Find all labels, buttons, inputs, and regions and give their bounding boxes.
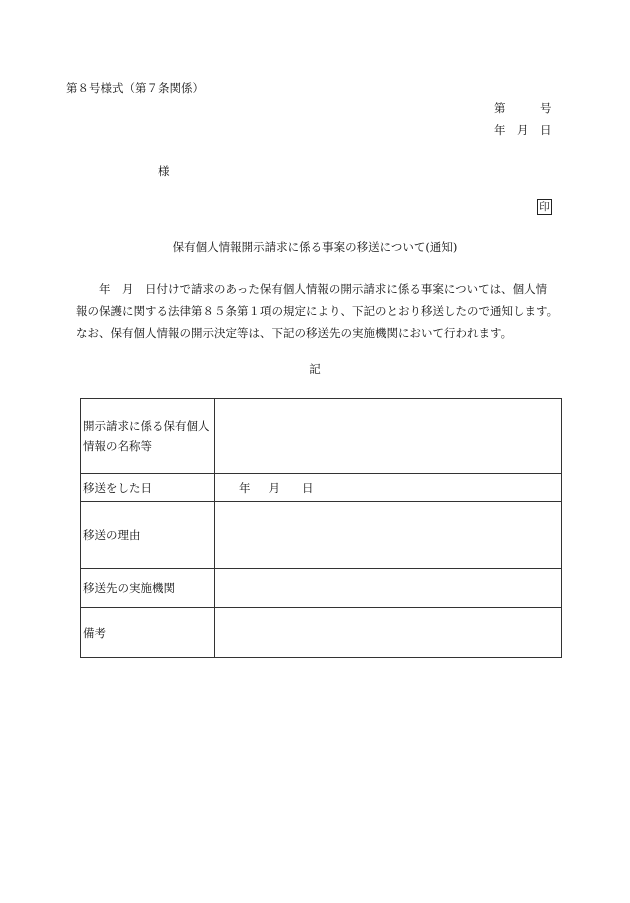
addressee-suffix: 様 xyxy=(158,164,170,178)
body-line-1: 年 月 日付けで請求のあった保有個人情報の開示請求に係る事案については、個人情 xyxy=(76,282,548,296)
table-row-transfer-reason xyxy=(81,502,562,569)
transfer-day: 日 xyxy=(302,480,314,495)
value-document-name xyxy=(215,399,562,474)
label-document-name-line2: 情報の名称等 xyxy=(83,439,152,453)
transfer-details-table xyxy=(80,398,562,658)
value-destination-agency xyxy=(215,569,562,608)
label-document-name xyxy=(81,399,215,474)
value-transfer-date xyxy=(215,474,562,502)
body-paragraph xyxy=(76,278,566,344)
body-line-2: 報の保護に関する法律第８５条第１項の規定により、下記のとおり移送したので通知します。 xyxy=(76,304,559,318)
document-date: 年 月 日 xyxy=(494,123,552,137)
transfer-month: 月 xyxy=(268,480,280,495)
document-title: 保有個人情報開示請求に係る事案の移送について(通知) xyxy=(172,240,458,254)
table-row-document-name xyxy=(81,399,562,474)
document-number: 第 号 xyxy=(494,101,552,115)
label-transfer-date: 移送をした日 xyxy=(81,474,215,502)
table-row-transfer-date xyxy=(81,474,562,502)
label-transfer-reason: 移送の理由 xyxy=(81,502,215,569)
table-row-destination-agency xyxy=(81,569,562,608)
value-transfer-reason xyxy=(215,502,562,569)
ki-heading: 記 xyxy=(309,362,321,376)
transfer-year: 年 xyxy=(239,480,251,495)
label-destination-agency: 移送先の実施機関 xyxy=(81,569,215,608)
label-document-name-line1: 開示請求に係る保有個人 xyxy=(83,419,210,433)
seal-mark: 印 xyxy=(537,199,552,215)
body-line-3: なお、保有個人情報の開示決定等は、下記の移送先の実施機関において行われます。 xyxy=(76,326,513,340)
label-remarks: 備考 xyxy=(81,608,215,658)
value-remarks xyxy=(215,608,562,658)
form-id: 第８号様式（第７条関係） xyxy=(66,81,204,95)
table-row-remarks xyxy=(81,608,562,658)
